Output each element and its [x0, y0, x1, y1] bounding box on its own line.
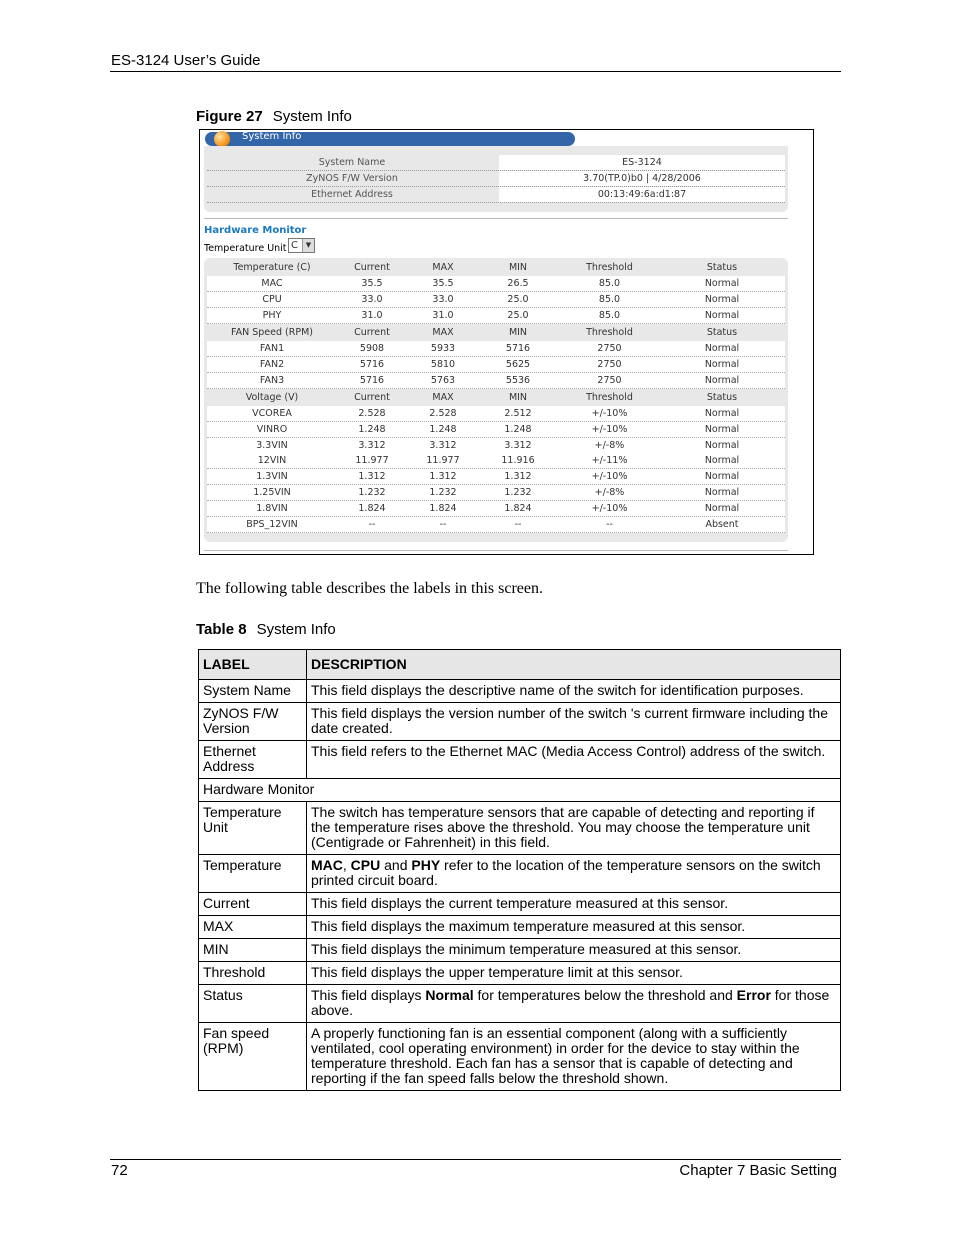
system-info-label: ZyNOS F/W Version	[306, 173, 398, 184]
temperature-row	[207, 308, 785, 324]
description-cell	[307, 855, 841, 893]
description-cell	[307, 802, 841, 855]
running-header: ES-3124 User’s Guide	[111, 52, 261, 69]
voltage-cell: 2.528	[429, 408, 457, 419]
description-cell	[307, 939, 841, 962]
fan-cell: 2750	[597, 358, 622, 370]
voltage-cell: Normal	[704, 502, 740, 514]
voltage-cell: Normal	[704, 471, 740, 483]
system-info-value: 00:13:49:6a:d1:87	[499, 187, 785, 202]
fan-cell: 5536	[505, 374, 531, 386]
voltage-cell: 11.977	[355, 455, 389, 467]
voltage-cell: 2.512	[504, 408, 532, 419]
bold-term: Normal	[425, 987, 474, 1003]
footer-rule	[110, 1159, 841, 1160]
table-header-row	[199, 650, 841, 680]
intro-text: The following table describes the labels in this screen.	[196, 580, 544, 597]
description-cell	[307, 680, 841, 703]
voltage-cell: --	[514, 518, 522, 530]
description-text: This field displays the maximum temperature measured at this sensor.	[311, 918, 746, 934]
label-cell: System Name	[199, 680, 307, 703]
fan-row	[207, 357, 785, 373]
temperature-cell: 31.0	[432, 309, 454, 321]
table-row	[199, 962, 841, 985]
fan-column-header: MAX	[432, 327, 454, 338]
temperature-column-header: Current	[354, 262, 390, 273]
voltage-cell: Normal	[704, 423, 740, 435]
temperature-cell: CPU	[262, 293, 282, 305]
label-cell: Status	[199, 985, 307, 1023]
voltage-cell: +/-10%	[591, 471, 628, 483]
voltage-row	[207, 501, 785, 517]
table-row	[199, 855, 841, 893]
figure-number: Figure 27	[196, 108, 263, 125]
bold-term: MAC	[311, 857, 343, 873]
fan-cell: 5933	[430, 343, 456, 354]
fan-cell: 2750	[597, 374, 622, 386]
page-number: 72	[111, 1162, 128, 1179]
description-cell	[307, 1023, 841, 1091]
system-info-tab-label: System Info	[242, 131, 302, 142]
voltage-cell: 1.248	[429, 423, 457, 435]
voltage-cell: 3.312	[504, 439, 532, 451]
label-cell: Ethernet Address	[199, 741, 307, 779]
voltage-cell: 1.824	[504, 502, 532, 514]
label-cell: Temperature Unit	[199, 802, 307, 855]
temperature-unit-select[interactable]	[288, 238, 315, 253]
voltage-cell: 1.232	[504, 487, 532, 498]
voltage-cell: 2.528	[358, 408, 386, 419]
voltage-column-header: Voltage (V)	[245, 392, 299, 403]
description-text: This field refers to the Ethernet MAC (Media Access Control) address of the switch.	[311, 743, 826, 759]
temperature-cell: Normal	[704, 278, 740, 289]
temperature-cell: 85.0	[598, 293, 621, 305]
label-cell: Threshold	[199, 962, 307, 985]
temperature-cell: 33.0	[361, 293, 383, 305]
voltage-column-header: MAX	[432, 392, 454, 403]
temperature-column-header: Temperature (C)	[233, 262, 311, 273]
bold-term: Error	[736, 987, 771, 1003]
description-text: ,	[342, 857, 351, 873]
description-text: and	[380, 857, 412, 873]
voltage-cell: 1.232	[358, 487, 386, 498]
system-info-value: ES-3124	[499, 155, 785, 170]
voltage-row	[207, 438, 785, 454]
temperature-cell: 85.0	[598, 278, 621, 289]
label-cell: Fan speed (RPM)	[199, 1023, 307, 1091]
description-text: This field displays the minimum temperature measured at this sensor.	[311, 941, 742, 957]
voltage-cell: --	[368, 518, 376, 530]
figure-title: System Info	[272, 108, 352, 125]
voltage-cell: BPS_12VIN	[246, 518, 298, 530]
temperature-column-header: Status	[706, 262, 738, 273]
fan-cell: Normal	[704, 343, 740, 354]
voltage-cell: Normal	[704, 439, 740, 451]
description-text: This field displays the version number of the switch 's current firmware including the date created.	[311, 705, 829, 736]
system-info-panel	[204, 146, 788, 212]
hardware-monitor-panel	[204, 258, 788, 542]
description-cell	[307, 893, 841, 916]
voltage-column-header: Status	[706, 392, 738, 403]
description-text: This field displays the descriptive name of the switch for identification purposes.	[311, 682, 804, 698]
label-cell: MIN	[199, 939, 307, 962]
description-column-header: DESCRIPTION	[307, 650, 841, 680]
label-cell: Current	[199, 893, 307, 916]
system-info-screenshot	[199, 129, 814, 555]
system-info-label: System Name	[318, 157, 386, 168]
voltage-cell: 1.3VIN	[256, 471, 288, 483]
voltage-row	[207, 406, 785, 422]
temperature-unit-value: C	[291, 240, 298, 251]
description-text: A properly functioning fan is an essential component (along with a sufficiently ventilated, cool operating environment) in order for the device to stay within the temperature threshold. Each fan has a sensor that is capable of detecting and reporting if the fan speed falls below the threshold shown.	[311, 1025, 800, 1086]
temperature-cell: 85.0	[598, 309, 621, 321]
fan-cell: FAN1	[259, 343, 285, 354]
table-row	[199, 916, 841, 939]
voltage-row	[207, 422, 785, 438]
voltage-row	[207, 469, 785, 485]
fan-cell: Normal	[704, 358, 740, 370]
label-cell: ZyNOS F/W Version	[199, 703, 307, 741]
description-text: The switch has temperature sensors that are capable of detecting and reporting if the temperature rises above the threshold. You may choose the temperature unit (Centigrade or Fahrenheit) in this field.	[311, 804, 815, 850]
table-row	[199, 703, 841, 741]
fan-column-header: Current	[354, 327, 390, 338]
voltage-cell: --	[606, 518, 613, 530]
voltage-cell: 3.3VIN	[256, 439, 288, 451]
table-row	[199, 680, 841, 703]
table-title: System Info	[256, 621, 336, 638]
table-row	[199, 741, 841, 779]
voltage-cell: 1.312	[504, 471, 532, 483]
voltage-cell: Normal	[704, 408, 740, 419]
fan-cell: 5908	[359, 343, 385, 354]
temperature-cell: MAC	[261, 278, 283, 289]
description-cell	[307, 741, 841, 779]
fan-cell: Normal	[704, 374, 740, 386]
fan-row	[207, 373, 785, 389]
temperature-header-row	[207, 260, 785, 275]
voltage-header-row	[207, 390, 785, 405]
temperature-cell: 25.0	[507, 293, 529, 305]
voltage-column-header: MIN	[508, 392, 528, 403]
fan-header-row	[207, 325, 785, 340]
voltage-cell: Absent	[705, 518, 739, 530]
system-info-row	[207, 187, 785, 203]
fan-column-header: Threshold	[586, 327, 633, 338]
system-info-row	[207, 171, 785, 187]
temperature-cell: Normal	[704, 309, 740, 321]
table-row	[199, 802, 841, 855]
voltage-cell: +/-8%	[594, 439, 625, 451]
temperature-unit-label: Temperature Unit	[204, 243, 287, 254]
description-text: refer to the location of the temperature sensors on the switch printed circuit board.	[311, 857, 821, 888]
voltage-cell: --	[439, 518, 447, 530]
bold-term: PHY	[411, 857, 441, 873]
fan-cell: 5625	[505, 358, 531, 370]
temperature-column-header: Threshold	[586, 262, 633, 273]
orb-icon	[214, 131, 230, 147]
fan-column-header: Status	[706, 327, 738, 338]
label-cell: Temperature	[199, 855, 307, 893]
description-text: This field displays	[311, 987, 426, 1003]
voltage-cell: 1.248	[504, 423, 532, 435]
temperature-cell: 35.5	[361, 278, 383, 289]
voltage-cell: VCOREA	[252, 408, 292, 419]
description-cell	[307, 985, 841, 1023]
voltage-cell: 1.25VIN	[253, 487, 291, 498]
header-rule	[110, 71, 841, 72]
table-section-row	[199, 779, 841, 802]
voltage-cell: 3.312	[358, 439, 386, 451]
voltage-cell: 1.312	[429, 471, 457, 483]
description-cell	[307, 916, 841, 939]
figure-caption	[196, 108, 352, 125]
voltage-cell: 3.312	[429, 439, 457, 451]
temperature-row	[207, 276, 785, 292]
fan-cell: 5716	[359, 358, 385, 370]
fan-cell: FAN2	[259, 358, 285, 370]
fan-cell: 5716	[359, 374, 385, 386]
temperature-cell: Normal	[704, 293, 740, 305]
description-text: This field displays the upper temperature limit at this sensor.	[311, 964, 683, 980]
description-text: for temperatures below the threshold and	[473, 987, 737, 1003]
table-row	[199, 893, 841, 916]
table-caption	[196, 621, 336, 638]
voltage-cell: 1.232	[429, 487, 457, 498]
system-info-row	[207, 155, 785, 171]
voltage-cell: +/-8%	[594, 487, 625, 498]
fan-cell: FAN3	[259, 374, 285, 386]
voltage-cell: +/-10%	[591, 408, 628, 419]
label-description-table	[198, 649, 841, 1091]
voltage-cell: 11.977	[426, 455, 460, 467]
voltage-cell: 12VIN	[257, 455, 287, 467]
voltage-cell: 1.824	[429, 502, 457, 514]
voltage-column-header: Current	[354, 392, 390, 403]
table-row	[199, 985, 841, 1023]
divider	[204, 218, 788, 219]
temperature-column-header: MIN	[508, 262, 528, 273]
fan-cell: 2750	[597, 343, 622, 354]
voltage-row	[207, 517, 785, 533]
fan-cell: 5763	[430, 374, 456, 386]
table-row	[199, 1023, 841, 1091]
fan-column-header: MIN	[508, 327, 528, 338]
voltage-cell: 1.248	[358, 423, 386, 435]
temperature-cell: 31.0	[361, 309, 383, 321]
description-text: for those above.	[311, 987, 830, 1018]
temperature-cell: PHY	[262, 309, 282, 321]
temperature-cell: 26.5	[507, 278, 529, 289]
system-info-label: Ethernet Address	[311, 189, 393, 200]
voltage-cell: 11.916	[501, 455, 535, 467]
voltage-cell: 1.8VIN	[256, 502, 288, 514]
fan-row	[207, 341, 785, 357]
description-cell	[307, 703, 841, 741]
voltage-cell: 1.824	[358, 502, 386, 514]
voltage-row	[207, 485, 785, 501]
fan-cell: 5716	[505, 343, 531, 354]
voltage-column-header: Threshold	[586, 392, 633, 403]
divider	[204, 550, 788, 551]
description-cell	[307, 962, 841, 985]
label-column-header: LABEL	[199, 650, 307, 680]
voltage-cell: +/-11%	[591, 455, 628, 467]
fan-cell: 5810	[430, 358, 456, 370]
chevron-down-icon[interactable]: ▼	[302, 239, 314, 252]
voltage-cell: +/-10%	[591, 423, 628, 435]
description-text: This field displays the current temperature measured at this sensor.	[311, 895, 729, 911]
chapter-title: Chapter 7 Basic Setting	[679, 1162, 837, 1179]
table-number: Table 8	[196, 621, 247, 638]
table-row	[199, 939, 841, 962]
temperature-row	[207, 292, 785, 308]
voltage-cell: +/-10%	[591, 502, 628, 514]
label-cell: MAX	[199, 916, 307, 939]
temperature-cell: 25.0	[507, 309, 529, 321]
temperature-column-header: MAX	[432, 262, 454, 273]
section-label: Hardware Monitor	[199, 779, 841, 802]
voltage-cell: VINRO	[256, 423, 288, 435]
bold-term: CPU	[350, 857, 381, 873]
voltage-cell: Normal	[704, 455, 740, 467]
temperature-cell: 35.5	[432, 278, 454, 289]
system-info-value: 3.70(TP.0)b0 | 4/28/2006	[499, 171, 785, 186]
temperature-cell: 33.0	[432, 293, 454, 305]
hardware-monitor-title: Hardware Monitor	[204, 225, 307, 236]
voltage-cell: 1.312	[358, 471, 386, 483]
voltage-cell: Normal	[704, 487, 740, 498]
fan-column-header: FAN Speed (RPM)	[231, 327, 313, 338]
voltage-row	[207, 453, 785, 469]
